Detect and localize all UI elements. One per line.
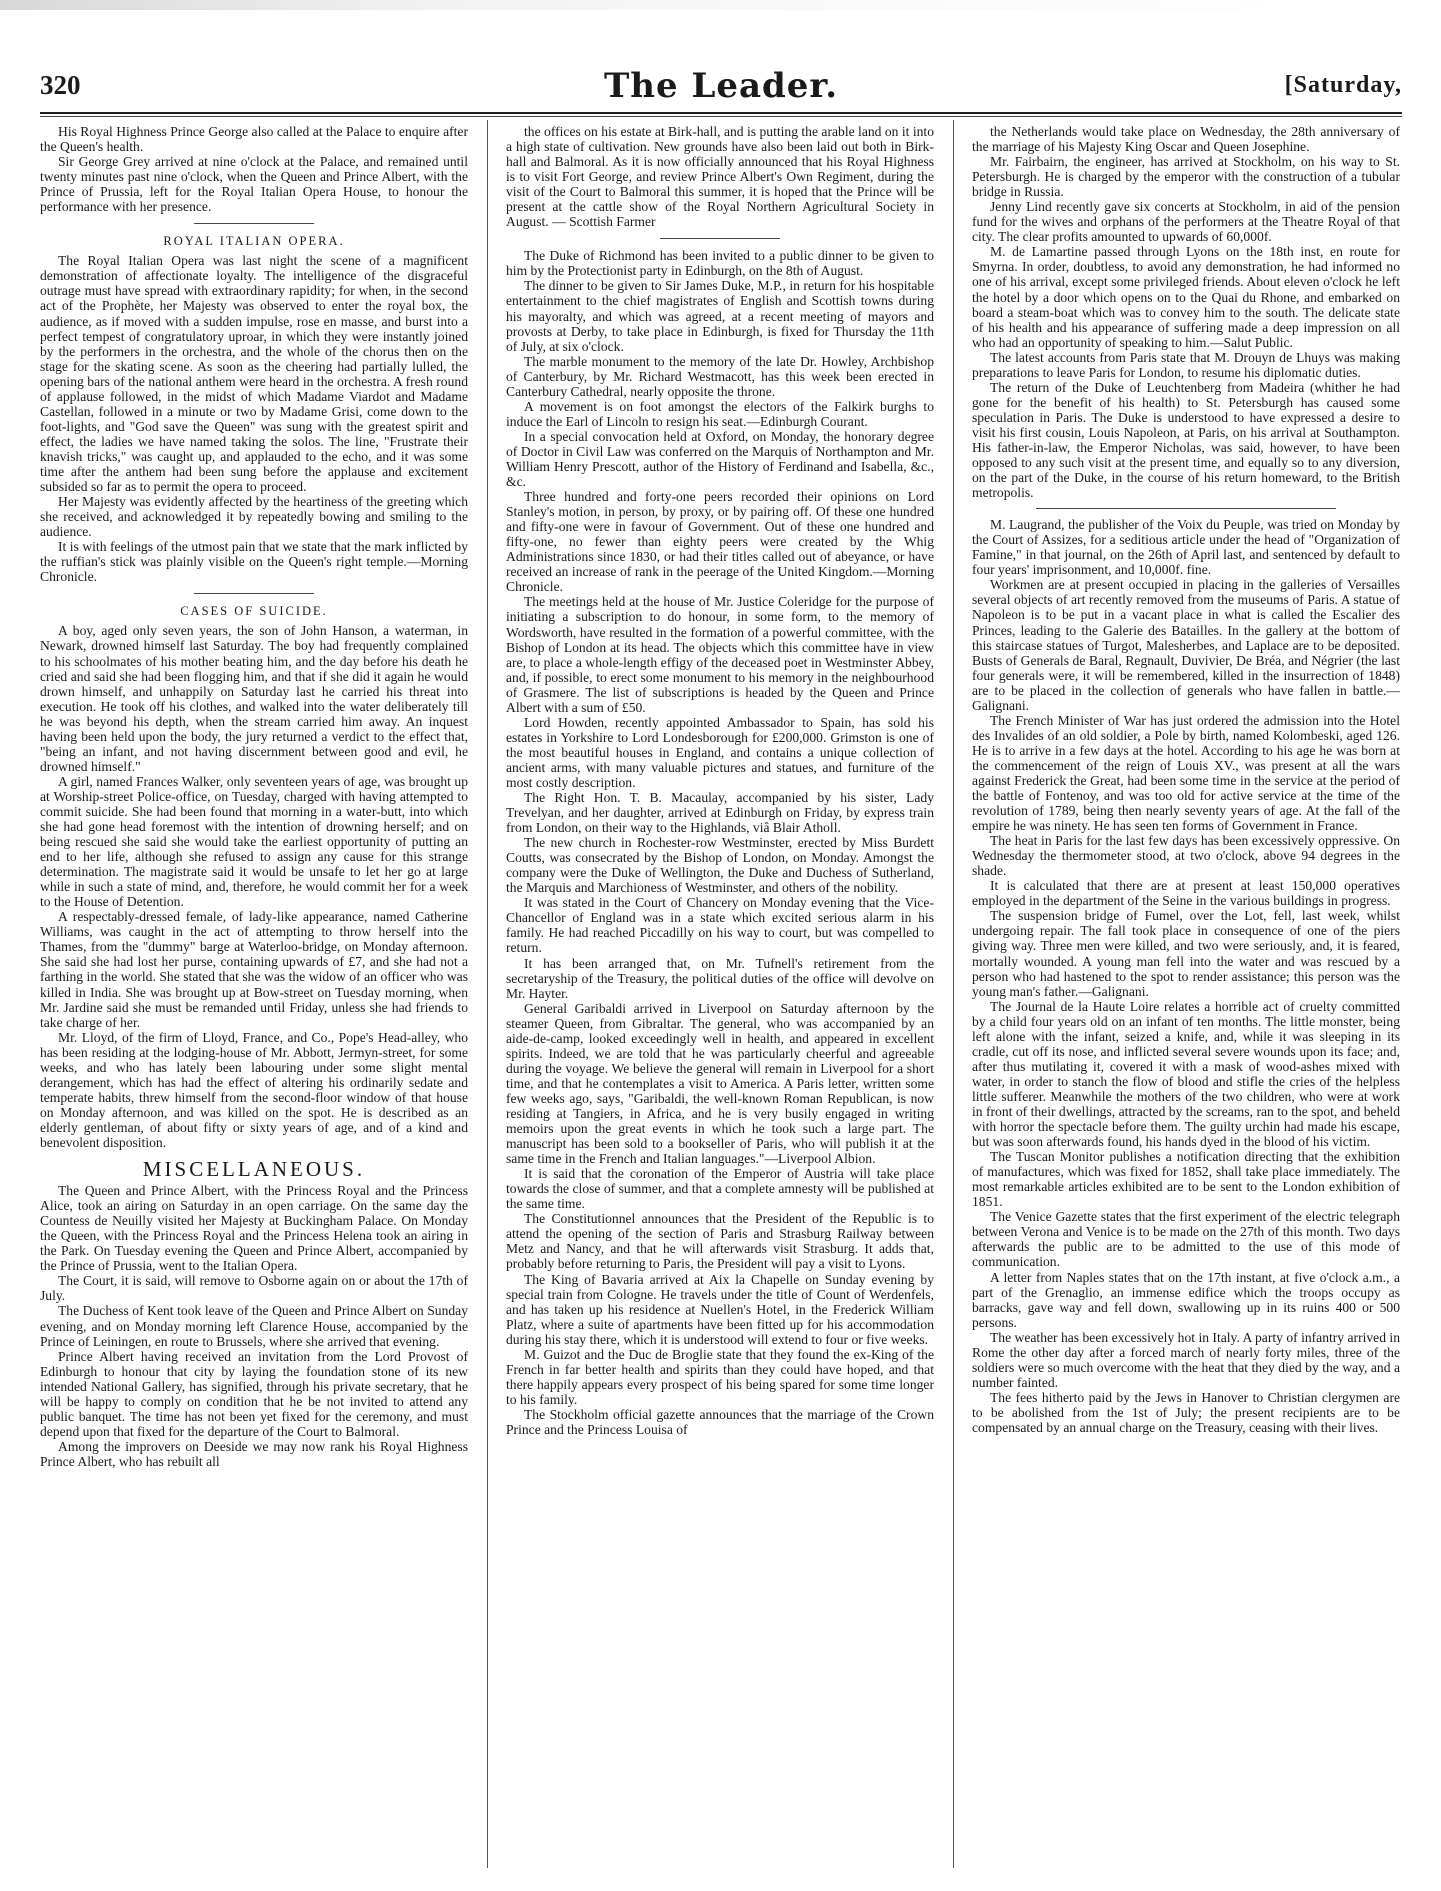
paragraph: A movement is on foot amongst the electors of the Falkirk burghs to induce the Earl of Lincoln to resign his seat.—Edinburgh Courant. — [506, 398, 934, 429]
paragraph: Prince Albert having received an invitation from the Lord Provost of Edinburgh to honour that city by laying the foundation stone of its new intended National Gallery, has signified, through his private secretary, that he will be happy to comply on condition that he be not invited to attend any public banquet. The time has not been yet fixed for the ceremony, and must depend upon that fixed for the departure of the Court to Balmoral. — [40, 1348, 468, 1439]
paragraph: The marble monument to the memory of the late Dr. Howley, Archbishop of Canterbury, by Mr. Richard Westmacott, has this week been erected in Canterbury Cathedral, nearly opposite the throne. — [506, 353, 934, 399]
journal-title: The Leader. — [603, 66, 839, 106]
paragraph: Among the improvers on Deeside we may now rank his Royal Highness Prince Albert, who has rebuilt all — [40, 1438, 468, 1469]
paragraph: The Venice Gazette states that the first experiment of the electric telegraph between Verona and Venice is to be made on the 27th of this month. Two days afterwards the public are to be admitted to the use of this mode of communication. — [972, 1209, 1400, 1270]
paragraph: A letter from Naples states that on the 17th instant, at five o'clock a.m., a part of the Grenaglio, an immense edifice which the troops occupy as barracks, gave way and fell down, swallowing up in its ruins 400 or 500 persons. — [972, 1269, 1400, 1330]
paragraph: The Constitutionnel announces that the President of the Republic is to attend the opening of the section of Paris and Strasburg Railway between Metz and Nancy, and that he will afterwards visit Strasburg. It adds that, probably before returning to Paris, the President will pay a visit to Lyons. — [506, 1211, 934, 1272]
paragraph: M. Guizot and the Duc de Broglie state that they found the ex-King of the French in far better health and spirits than they could have hoped, and that there happily appears every prospect of his being spared for some time longer to his family. — [506, 1346, 934, 1407]
paragraph: The Royal Italian Opera was last night the scene of a magnificent demonstration of affectionate loyalty. The intelligence of the disgraceful outrage must have spread with extraordinary rapidity; for when, in the second act of the Prophète, her Majesty was observed to enter the royal box, the audience, as if moved with a sudden impulse, rose en masse, and burst into a perfect tempest of congratulatory uproar, in which they were instantly joined by the performers in the orchestra, and the whole of the chorus then on the stage for the skating scene. As soon as the cheering had partially lulled, the opening bars of the national anthem were heard in the orchestra. A fresh round of applause followed, in the midst of which Madame Viardot and Madame Castellan, followed in a minute or two by Madame Grisi, come down to the foot-lights, and "God save the Queen" was sung with the greatest spirit and effect, the ladies we have named taking the solos. The line, "Frustrate their knavish tricks," was caught up, and applauded to the echo, and it was some time after the anthem had been sung before the applause and excitement subsided so far as to permit the opera to proceed. — [40, 253, 468, 495]
paragraph: It has been arranged that, on Mr. Tufnell's retirement from the secretaryship of the Treasury, the political duties of the office will devolve on Mr. Hayter. — [506, 955, 934, 1001]
paragraph: The fees hitherto paid by the Jews in Hanover to Christian clergymen are to be abolished from the 1st of July; the present recipients are to be compensated by an annual charge on the Treasury, ceasing with their lives. — [972, 1389, 1400, 1435]
paragraph: Mr. Fairbairn, the engineer, has arrived at Stockholm, on his way to St. Petersburgh. He is charged by the emperor with the construction of a tubular bridge in Russia. — [972, 154, 1400, 200]
column-1 — [40, 124, 468, 1864]
paragraph: The Duchess of Kent took leave of the Queen and Prince Albert on Sunday evening, and on Monday morning left Clarence House, accompanied by the Prince of Leiningen, en route to Brussels, where she arrived that evening. — [40, 1303, 468, 1349]
paragraph: It was stated in the Court of Chancery on Monday evening that the Vice-Chancellor of England was in a state which excited serious alarm in his family. He had reached Piccadilly on his way to court, but was compelled to return. — [506, 895, 934, 956]
paragraph: The French Minister of War has just ordered the admission into the Hotel des Invalides of an old soldier, a Pole by birth, named Kolombeski, aged 126. He is to arrive in a few days at the hotel. According to his age he was born at the commencement of the reign of Louis XV., was present at all the wars against Frederick the Great, had been some time in the service at the period of the battle of Fontenoy, and was too old for active service at the time of the revolution of 1789, being then nearly seventy years of age. At the fall of the empire he was ninety. He has seen ten forms of Government in France. — [972, 712, 1400, 834]
paragraph: The latest accounts from Paris state that M. Drouyn de Lhuys was making preparations to leave Paris for London, to resume his diplomatic duties. — [972, 349, 1400, 380]
day-label: [Saturday, — [1284, 72, 1402, 98]
paragraph: The King of Bavaria arrived at Aix la Chapelle on Sunday evening by special train from Cologne. He travels under the title of Count of Werdenfels, and has taken up his residence at Nuellen's Hotel, in the Frederick William Platz, where a suite of apartments have been fitted up for his accommodation during his stay there, which it is understood will extend to four or five weeks. — [506, 1271, 934, 1347]
paragraph: In a special convocation held at Oxford, on Monday, the honorary degree of Doctor in Civil Law was conferred on the Marquis of Northampton and Mr. William Henry Prescott, author of the History of Ferdinand and Isabella, &c., &c. — [506, 428, 934, 490]
paragraph: the Netherlands would take place on Wednesday, the 28th anniversary of the marriage of his Majesty King Oscar and Queen Josephine. — [972, 124, 1400, 155]
paragraph: Sir George Grey arrived at nine o'clock at the Palace, and remained until twenty minutes past nine o'clock, when the Queen and Prince Albert, with the Prince of Prussia, left for the Royal Italian Opera House, to honour the performance with her presence. — [40, 154, 468, 215]
paragraph: Her Majesty was evidently affected by the heartiness of the greeting which she received, and acknowledged it by repeatedly bowing and smiling to the audience. — [40, 494, 468, 540]
section-heading-suicide: CASES OF SUICIDE. — [180, 604, 328, 619]
paragraph: Workmen are at present occupied in placing in the galleries of Versailles several objects of art recently removed from the museums of Paris. A statue of Napoleon is to be put in a vacant place in what is called the Escalier des Princes, leading to the Galerie des Batailles. In the gallery at the bottom of this staircase statues of Turgot, Malesherbes, and Laplace are to be deposited. Busts of Generals de Baral, Regnault, Duvivier, De Bréa, and Négrier (the last four generals were, it will be remembered, killed in the insurrection of 1848) are to be placed in the collection of generals who have fallen in battle.—Galignani. — [972, 577, 1400, 713]
column-3 — [972, 124, 1400, 1864]
paragraph: the offices on his estate at Birk-hall, and is putting the arable land on it into a high state of cultivation. New grounds have also been laid out both in Birk-hall and Balmoral. As it is now officially announced that his Royal Highness is to visit Fort George, and review Prince Albert's Own Regiment, during the visit of the Court to Balmoral this summer, it is hoped that the Prince will be present at the cattle show of the Royal Northern Agricultural Society in August. — Scottish Farmer — [506, 124, 934, 230]
page-number: 320 — [40, 70, 81, 100]
paragraph: A girl, named Frances Walker, only seventeen years of age, was brought up at Worship-street Police-office, on Tuesday, charged with having attempted to commit suicide. She had been found that morning in a water-butt, into which she had gone head foremost with the intention of drowning herself; and on being rescued she said she would take the earliest opportunity of putting an end to her life, although she refused to assign any cause for this strange determination. The magistrate said it would be unsafe to let her go at large while in such a state of mind, and, therefore, he would commit her for a week to the House of Detention. — [40, 773, 468, 910]
paragraph: A respectably-dressed female, of lady-like appearance, named Catherine Williams, was caught in the act of attempting to throw herself into the Thames, from the "dummy" barge at Waterloo-bridge, on Monday afternoon. She said she had lost her purse, containing upwards of £7, and she had not a farthing in the world. She stated that she was the widow of an officer who was killed in India. She was brought up at Bow-street on Tuesday morning, when Mr. Jardine said she must be remanded until Friday, unless she had friends to take charge of her. — [40, 909, 468, 1030]
paragraph: General Garibaldi arrived in Liverpool on Saturday afternoon by the steamer Queen, from Gibraltar. The general, who was accompanied by an aide-de-camp, looked exceedingly well in health, and appeared in excellent spirits. Indeed, we are told that he was particularly cheerful and agreeable during the voyage. We believe the general will remain in Liverpool for a short time, and that he contemplates a visit to America. A Paris letter, written some few weeks ago, says, "Garibaldi, the well-known Roman Republican, is now residing at Tangiers, in Africa, and he is very busily engaged in writing memoirs upon the great events in which he took such a large part. The manuscript has been sold to a bookseller of Paris, who will publish it at the same time in the French and Italian languages."—Liverpool Albion. — [506, 1000, 934, 1167]
paragraph: The dinner to be given to Sir James Duke, M.P., in return for his hospitable entertainment to the chief magistrates of English and Scottish towns during his mayoralty, and which was agreed, at a recent meeting of mayors and provosts at Derby, to take place in Edinburgh, is fixed for Thursday the 11th of July, at six o'clock. — [506, 278, 934, 354]
paragraph: Three hundred and forty-one peers recorded their opinions on Lord Stanley's motion, in person, by proxy, or by pairing off. Of these one hundred and fifty-one were in favour of Government. Out of these one hundred and fifty-one, no fewer than eighty peers were created by the Whig Administrations since 1830, or had their titles called out of abeyance, or have received an increase of rank in the peerage of the United Kingdom.—Morning Chronicle. — [506, 489, 934, 595]
section-rule — [1036, 508, 1336, 509]
section-rule — [194, 593, 314, 594]
paragraph: Mr. Lloyd, of the firm of Lloyd, France, and Co., Pope's Head-alley, who has been residing at the lodging-house of Mr. Abbott, Jermyn-street, for some weeks, and who has lately been labouring under some slight mental derangement, which has had the effect of altering his ordinarily sedate and temperate habits, threw himself from the second-floor window of that house on Monday afternoon, and was killed on the spot. He is described as an elderly gentleman, of about fifty or sixty years of age, and of a kind and benevolent disposition. — [40, 1029, 468, 1150]
paragraph: The weather has been excessively hot in Italy. A party of infantry arrived in Rome the other day after a forced march of nearly forty miles, three of the soldiers were so much overcome with the heat that they died by the way, and a number fainted. — [972, 1329, 1400, 1390]
paragraph: A boy, aged only seven years, the son of John Hanson, a waterman, in Newark, drowned himself last Saturday. The boy had frequently complained to his schoolmates of his mother beating him, and the day before his death he cried and said she had been flogging him, and that if she did it again he would drown himself, and unhappily on Saturday last he carried his threat into execution. He took off his clothes, and walked into the water deliberately till he was beyond his depth, when the stream carried him away. An inquest having been held upon the body, the jury returned a verdict to the effect that, "being an infant, and not having discernment between good and evil, he drowned himself." — [40, 623, 468, 774]
paragraph: The Tuscan Monitor publishes a notification directing that the exhibition of manufactures, which was fixed for 1852, shall take place immediately. The most remarkable articles exhibited are to be sent to the London exhibition of 1851. — [972, 1149, 1400, 1210]
column-divider-1 — [487, 120, 488, 1868]
paragraph: The Duke of Richmond has been invited to a public dinner to be given to him by the Protectionist party in Edinburgh, on the 8th of August. — [506, 248, 934, 279]
paragraph: Jenny Lind recently gave six concerts at Stockholm, in aid of the pension fund for the wives and orphans of the performers at the Theatre Royal of that city. The clear profits amounted to upwards of 60,000f. — [972, 199, 1400, 245]
paragraph: It is with feelings of the utmost pain that we state that the mark inflicted by the ruffian's stick was plainly visible on the Queen's right temple.—Morning Chronicle. — [40, 539, 468, 585]
paragraph: Lord Howden, recently appointed Ambassador to Spain, has sold his estates in Yorkshire to Lord Londesborough for £200,000. Grimston is one of the most beautiful houses in England, and contains a unique collection of ancient arms, with many valuable pictures and statues, and furniture of the most costly description. — [506, 714, 934, 790]
paragraph: His Royal Highness Prince George also called at the Palace to enquire after the Queen's health. — [40, 124, 468, 155]
column-2 — [506, 124, 934, 1864]
paragraph: The new church in Rochester-row Westminster, erected by Miss Burdett Coutts, was consecrated by the Bishop of London, on Monday. Amongst the company were the Duke of Wellington, the Duke and Duchess of Sutherland, the Marquis and Marchioness of Westminster, and others of the nobility. — [506, 835, 934, 896]
scan-edge — [0, 0, 1441, 10]
section-heading-miscellaneous: MISCELLANEOUS. — [142, 1157, 366, 1182]
paragraph: The heat in Paris for the last few days has been excessively oppressive. On Wednesday the thermometer stood, at two o'clock, above 94 degrees in the shade. — [972, 833, 1400, 879]
section-rule — [660, 238, 780, 239]
paragraph: The Right Hon. T. B. Macaulay, accompanied by his sister, Lady Trevelyan, and her daughter, arrived at Edinburgh on Friday, by express train from London, on their way to the Highlands, viâ Blair Atholl. — [506, 790, 934, 836]
masthead — [40, 66, 1402, 110]
header-rule-thin — [40, 116, 1402, 117]
paragraph: The Journal de la Haute Loire relates a horrible act of cruelty committed by a child four years old on an infant of ten months. The little monster, being left alone with the infant, seized a knife, and, while it was sleeping in its cradle, cut off its nose, and inflicted several severe wounds upon its face; and, after thus mutilating it, covered it with a mask of wood-ashes mixed with water, in order to stanch the flow of blood and stifle the cries of the helpless little sufferer. Meanwhile the mothers of the two children, who were at work in front of their dwellings, attracted by the screams, ran to the spot, and beheld with horror the spectacle before them. The guilty urchin had made his escape, but was soon afterwards found, his hands dyed in the blood of his victim. — [972, 998, 1400, 1150]
paragraph: The suspension bridge of Fumel, over the Lot, fell, last week, whilst undergoing repair. The fall took place in consequence of one of the piers giving way. Three men were killed, and two were seriously, and, it is feared, mortally wounded. A young man fell into the water and was rescued by a person who had hastened to the spot to render assistance; this person was the young man's father.—Galignani. — [972, 908, 1400, 999]
paragraph: It is calculated that there are at present at least 150,000 operatives employed in the department of the Seine in the various buildings in progress. — [972, 878, 1400, 909]
paragraph: M. de Lamartine passed through Lyons on the 18th inst, en route for Smyrna. In order, doubtless, to avoid any demonstration, he had informed no one of his arrival, except some privileged friends. About eleven o'clock he left the hotel by a door which opens on to the Quai du Rhone, and embarked on board a steam-boat which was to convey him to the south. The delicate state of his health and his appearance of suffering made a deep impression on all who had an opportunity of speaking to him.—Salut Public. — [972, 244, 1400, 350]
section-rule — [194, 223, 314, 224]
paragraph: The meetings held at the house of Mr. Justice Coleridge for the purpose of initiating a subscription to do honour, in some form, to the memory of Wordsworth, have resulted in the formation of a powerful committee, with the Bishop of London at its head. The objects which this committee have in view are, to place a whole-length effigy of the deceased poet in Westminster Abbey, and, if possible, to erect some monument to his memory in the neighbourhood of Grasmere. The list of subscriptions is headed by the Queen and Prince Albert with a sum of £50. — [506, 594, 934, 715]
paragraph: The Queen and Prince Albert, with the Princess Royal and the Princess Alice, took an airing on Saturday in an open carriage. On the same day the Countess de Neuilly visited her Majesty at Buckingham Palace. On Monday the Queen, with the Princess Royal and the Princess Helena took an airing in the Park. On Tuesday evening the Queen and Prince Albert, accompanied by the Prince of Prussia, went to the Italian Opera. — [40, 1183, 468, 1274]
paragraph: The Stockholm official gazette announces that the marriage of the Crown Prince and the Princess Louisa of — [506, 1406, 934, 1437]
paragraph: The return of the Duke of Leuchtenberg from Madeira (whither he had gone for the benefit of his health) to St. Petersburgh has caused some speculation in Paris. The Duke is understood to have expressed a desire to visit his first cousin, Louis Napoleon, at Paris, on his arrival at Southampton. His father-in-law, the Emperor Nicholas, was said, however, to have been opposed to any such visit at the present time, and equally so to any diversion, on the part of the Duke, in the course of his return homeward, to the British metropolis. — [972, 379, 1400, 501]
column-divider-2 — [953, 120, 954, 1868]
paragraph: M. Laugrand, the publisher of the Voix du Peuple, was tried on Monday by the Court of Assizes, for a seditious article under the head of "Organization of Famine," in that journal, on the 26th of April last, and sentenced by default to four years' imprisonment, and 10,000f. fine. — [972, 517, 1400, 578]
paragraph: The Court, it is said, will remove to Osborne again on or about the 17th of July. — [40, 1273, 468, 1304]
section-heading-opera: ROYAL ITALIAN OPERA. — [163, 234, 345, 249]
paragraph: It is said that the coronation of the Emperor of Austria will take place towards the close of summer, and that a complete amnesty will be published at the same time. — [506, 1166, 934, 1212]
header-rule — [40, 112, 1402, 114]
